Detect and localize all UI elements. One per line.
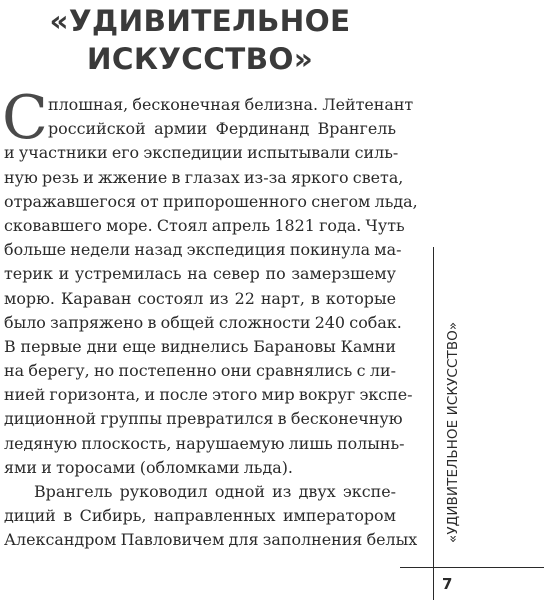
- margin-horizontal-rule: [400, 567, 544, 568]
- text-line: ями и торосами (обломками льда).: [4, 457, 293, 477]
- running-head: «УДИВИТЕЛЬНОЕ ИСКУССТВО»: [445, 321, 461, 543]
- chapter-title: [0, 2, 400, 78]
- text-line: терик и устремилась на север по замерзшему: [4, 264, 396, 284]
- text-line: на берегу, но постепенно они сравнялись с ли-: [4, 361, 396, 381]
- text-line: ледяную плоскость, нарушаемую лишь полынь-: [4, 433, 405, 453]
- page-number: 7: [442, 575, 453, 593]
- text-line: морю. Караван состоял из 22 нарт, в которые: [4, 288, 396, 308]
- drop-cap: С: [2, 83, 48, 153]
- text-line: российской армии Фердинанд Врангель: [48, 119, 396, 139]
- text-line: нией горизонта, и после этого мир вокруг экспе-: [4, 385, 413, 405]
- text-line: ную резь и жжение в глазах из-за яркого света,: [4, 167, 404, 187]
- text-line: плошная, бесконечная белизна. Лейтенант: [48, 95, 414, 114]
- text-line: сковавшего море. Стоял апрель 1821 года. Чуть: [4, 215, 405, 235]
- text-line: больше недели назад экспедиция покинула ма-: [4, 240, 402, 260]
- text-line: и участники его экспедиции испытывали силь-: [4, 143, 399, 163]
- margin-vertical-rule: [433, 247, 434, 600]
- chapter-title-line-1: «УДИВИТЕЛЬНОЕ: [49, 4, 351, 38]
- text-line: В первые дни еще виднелись Барановы Камни: [4, 336, 396, 356]
- text-line: диционной группы превратился в бесконечную: [4, 409, 403, 429]
- text-line: было запряжено в общей сложности 240 собак.: [4, 312, 402, 332]
- text-line: Врангель руководил одной из двух экспе-: [34, 482, 396, 501]
- text-line: диций в Сибирь, направленных императором: [4, 506, 396, 526]
- text-line: отражавшегося от припорошенного снегом льда,: [4, 191, 418, 211]
- body-text: [2, 83, 418, 553]
- chapter-title-line-2: ИСКУССТВО»: [86, 42, 314, 76]
- text-line: Александром Павловичем для заполнения белых: [4, 530, 418, 550]
